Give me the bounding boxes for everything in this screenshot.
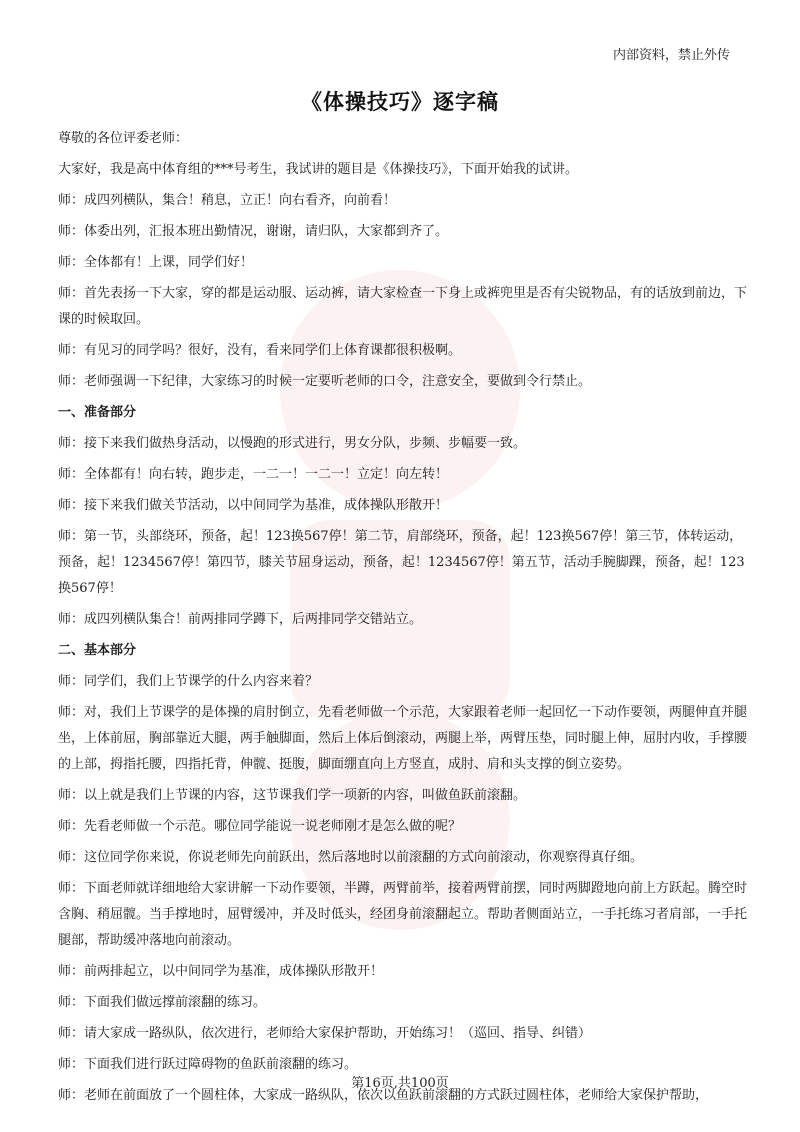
page-number: 第16页,共100页 (351, 1076, 449, 1091)
paragraph: 师：首先表扬一下大家，穿的都是运动服、运动裤，请大家检查一下身上或裤兜里是否有尖锐物品，有的话放到前边，下课的时候取回。 (58, 286, 748, 327)
paragraph: 师：前两排起立，以中间同学为基准，成体操队形散开！ (58, 964, 384, 979)
confidential-note: 内部资料，禁止外传 (612, 48, 730, 63)
section-heading-preparation: 一、准备部分 (58, 405, 137, 420)
paragraph: 师：接下来我们做热身活动，以慢跑的形式进行，男女分队，步频、步幅要一致。 (58, 436, 527, 451)
paragraph: 师：同学们，我们上节课学的什么内容来着？ (58, 674, 319, 689)
paragraph: 师：有见习的同学吗？很好，没有，看来同学们上体育课都很积极啊。 (58, 343, 462, 358)
paragraph: 师：这位同学你来说，你说老师先向前跃出，然后落地时以前滚翻的方式向前滚动，你观察得真仔细。 (58, 850, 644, 865)
paragraph: 师：先看老师做一个示范。哪位同学能说一说老师刚才是怎么做的呢？ (58, 819, 462, 834)
paragraph: 师：以上就是我们上节课的内容，这节课我们学一项新的内容，叫做鱼跃前滚翻。 (58, 788, 527, 803)
paragraph: 师：老师强调一下纪律，大家练习的时候一定要听老师的口令，注意安全，要做到令行禁止。 (58, 374, 592, 389)
paragraph: 师：下面我们做远撑前滚翻的练习。 (58, 995, 267, 1010)
page-title: 《体操技巧》逐字稿 (301, 89, 499, 114)
paragraph: 师：老师在前面放了一个圆柱体，大家成一路纵队，依次以鱼跃前滚翻的方式跃过圆柱体，老师给大家保护帮助， (58, 1088, 709, 1103)
section-heading-basic: 二、基本部分 (58, 643, 137, 658)
paragraph: 师：接下来我们做关节活动，以中间同学为基准，成体操队形散开！ (58, 498, 449, 513)
paragraph: 师：全体都有！上课，同学们好！ (58, 255, 254, 270)
intro-paragraph: 大家好，我是高中体育组的***号考生，我试讲的题目是《体操技巧》，下面开始我的试讲。 (58, 162, 579, 177)
paragraph: 师：下面老师就详细地给大家讲解一下动作要领，半蹲，两臂前举，接着两臂前摆，同时两脚蹬地向前上方跃起。腾空时含胸、稍屈髋。当手撑地时，屈臂缓冲，并及时低头，经团身前滚翻起立。帮助者侧面站立，一手托练习者肩部，一手托腿部，帮助缓冲落地向前滚动。 (58, 881, 748, 948)
paragraph: 师：体委出列，汇报本班出勤情况，谢谢，请归队，大家都到齐了。 (58, 224, 449, 239)
paragraph: 师：下面我们进行跃过障碍物的鱼跃前滚翻的练习。 (58, 1057, 358, 1072)
paragraph: 师：对，我们上节课学的是体操的肩肘倒立，先看老师做一个示范，大家跟着老师一起回忆一下动作要领，两腿伸直并腿坐，上体前屈，胸部靠近大腿，两手触脚面，然后上体后倒滚动，两腿上举，两臂压垫，同时腿上伸，屈肘内收，手撑腰的上部，拇指托腰，四指托背，伸髋、挺腹，脚面绷直向上方竖直，成肘、肩和头支撑的倒立姿势。 (58, 705, 748, 772)
salutation: 尊敬的各位评委老师： (58, 131, 189, 146)
paragraph: 师：成四列横队集合！前两排同学蹲下，后两排同学交错站立。 (58, 612, 423, 627)
document-body (58, 126, 748, 1114)
paragraph: 师：全体都有！向右转，跑步走，一二一！一二一！立定！向左转！ (58, 467, 449, 482)
paragraph: 师：成四列横队，集合！稍息，立正！向右看齐，向前看！ (58, 193, 397, 208)
paragraph: 师：请大家成一路纵队，依次进行，老师给大家保护帮助，开始练习！（巡回、指导、纠错） (58, 1026, 592, 1041)
paragraph: 师：第一节，头部绕环，预备，起！123换567停！第二节，肩部绕环，预备，起！123换567停！第三节，体转运动，预备，起！1234567停！第四节，膝关节屈身运动，预备，起！1234567停！第五节，活动手腕脚踝，预备，起！123换567停！ (58, 529, 745, 596)
